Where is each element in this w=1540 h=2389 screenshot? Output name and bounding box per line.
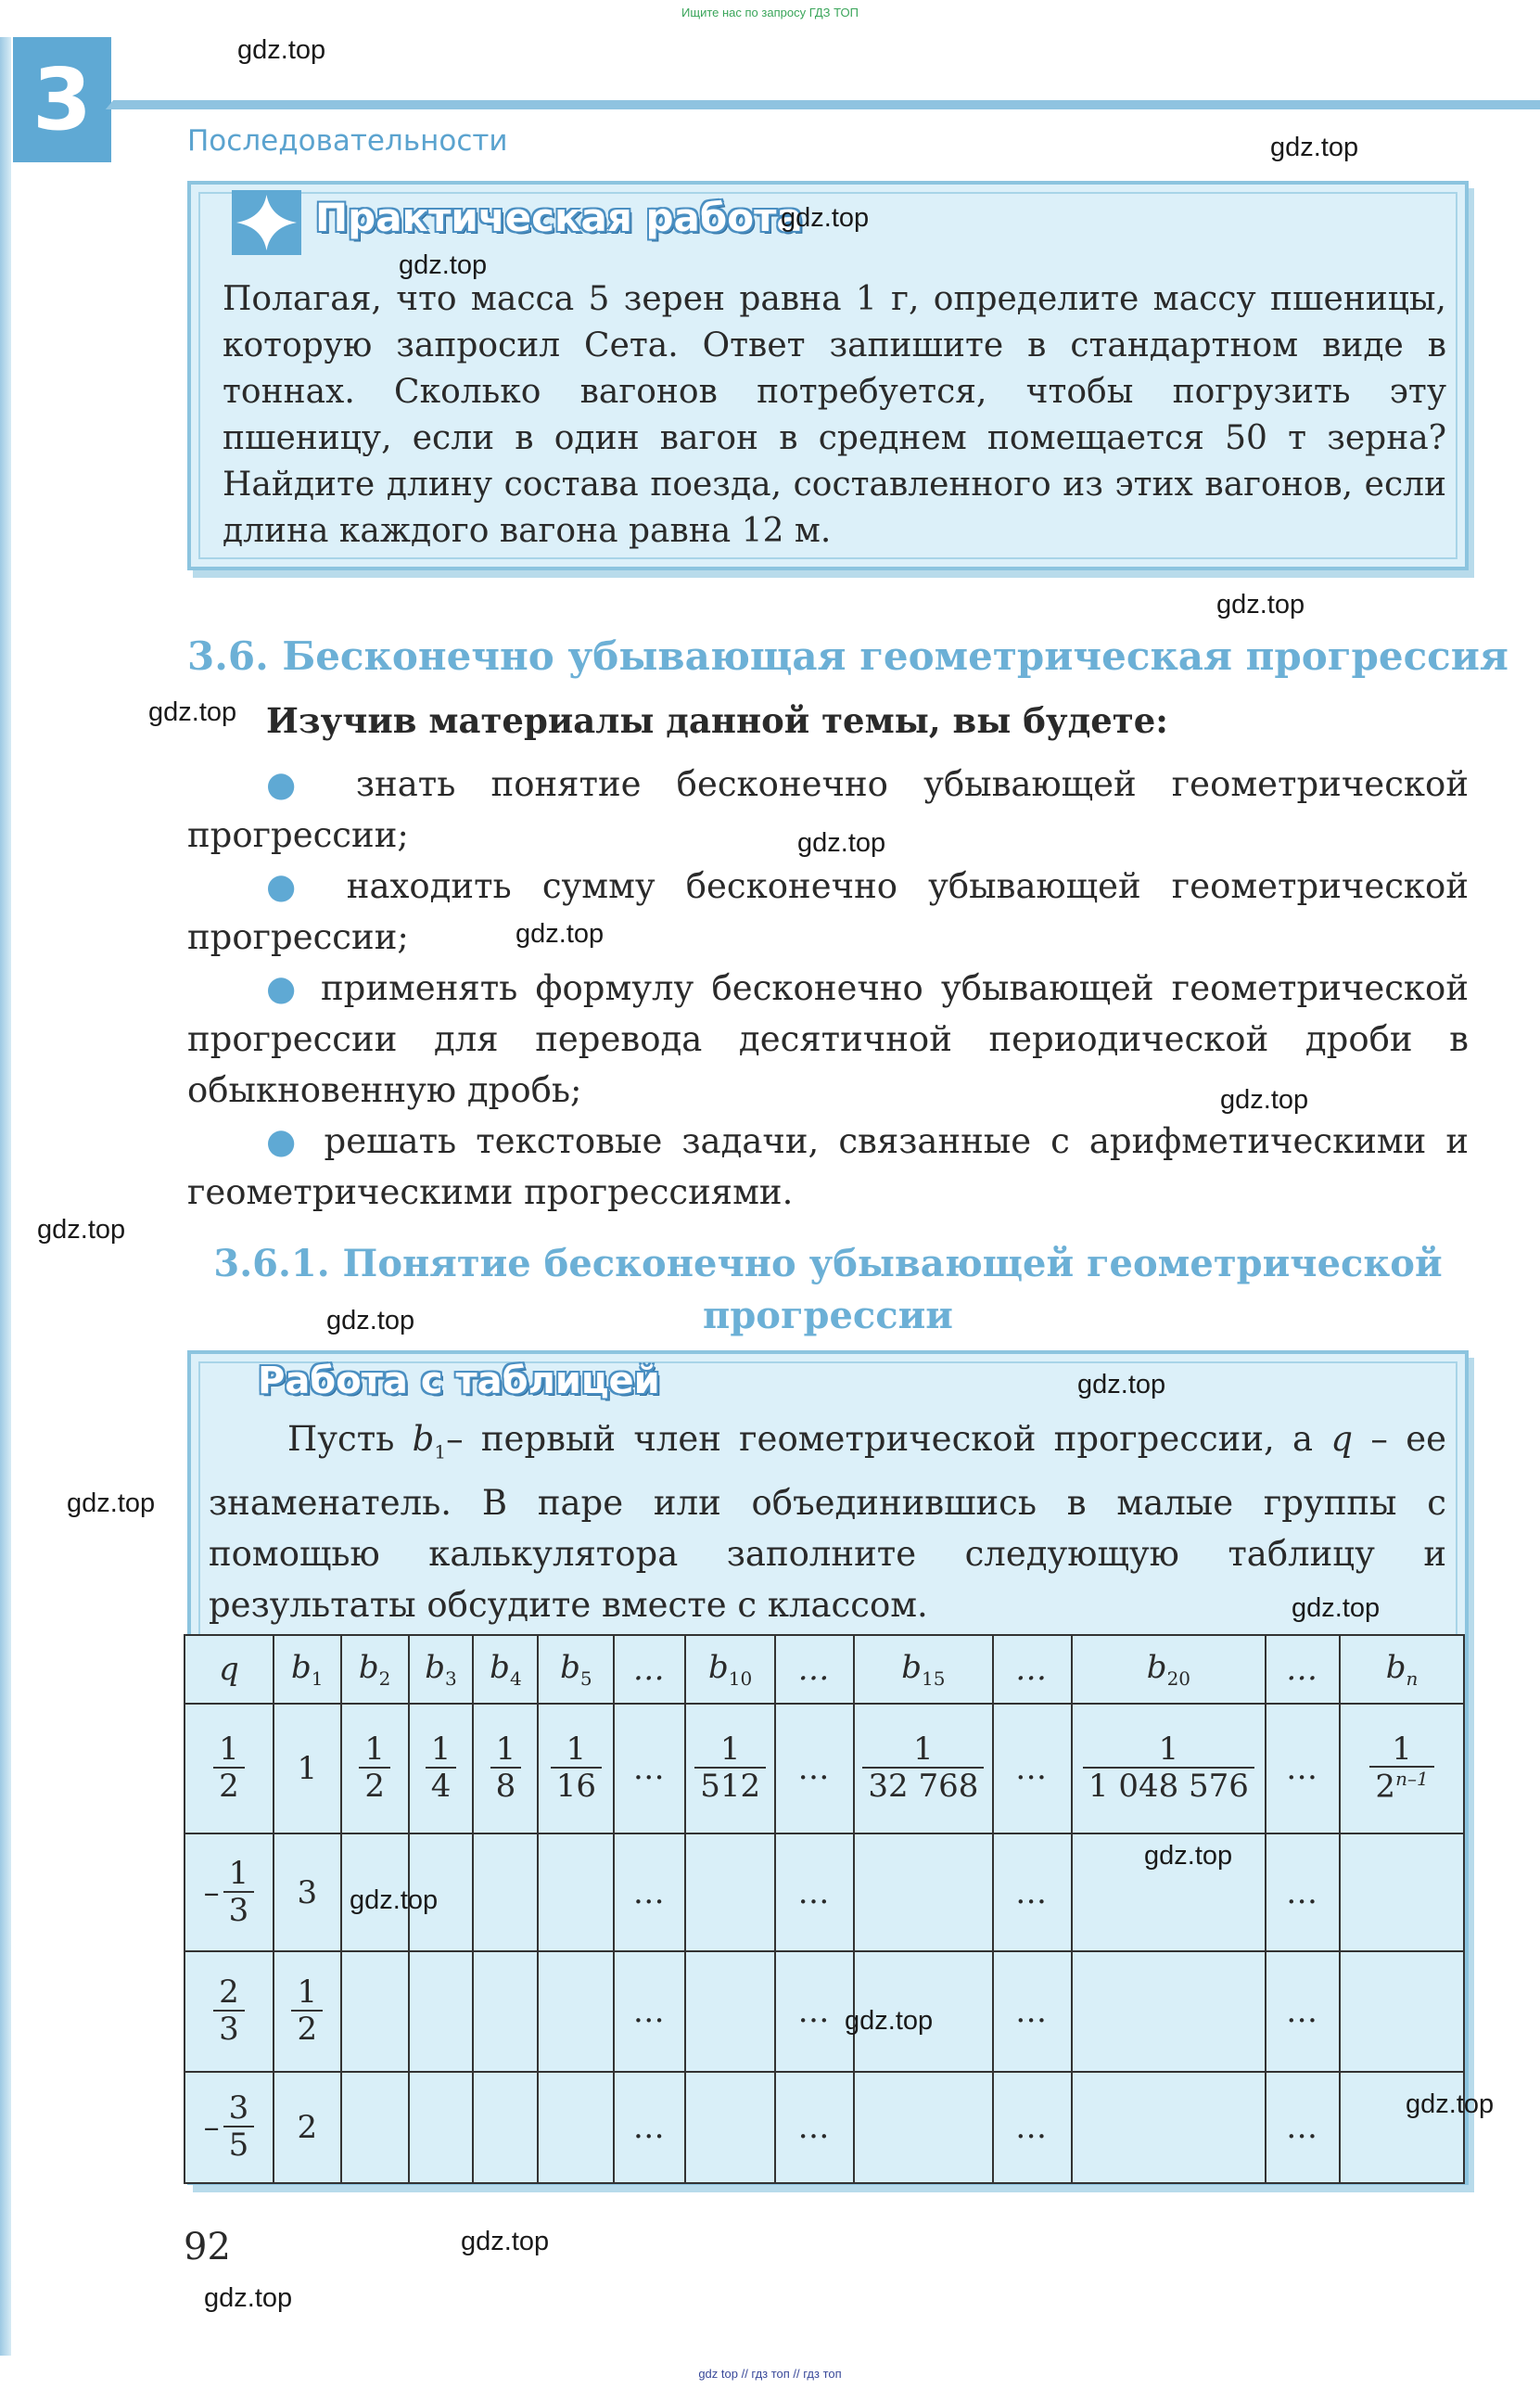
cell-empty[interactable] [1340, 1833, 1464, 1951]
section-title: 3.6. Бесконечно убывающая геометрическая прогрессия [187, 633, 1508, 679]
header-b2: $b_2$ [341, 1635, 409, 1704]
cell-dots: … [1266, 1704, 1340, 1833]
watermark: gdz.top [67, 1488, 156, 1518]
watermark: gdz.top [1220, 1085, 1309, 1115]
header-dots: … [614, 1635, 685, 1704]
cell-dots: … [614, 1704, 685, 1833]
header-q: q [185, 1635, 274, 1704]
cell-empty[interactable] [685, 1833, 775, 1951]
cell-empty[interactable] [409, 1951, 474, 2072]
table-row [185, 1951, 1464, 2072]
cell-b1: $\frac{1}{2}$ [274, 1951, 341, 2072]
watermark: gdz.top [781, 203, 870, 233]
top-notice: Ищите нас по запросу ГДЗ ТОП [681, 6, 859, 19]
cell-b4: $\frac{1}{8}$ [473, 1704, 538, 1833]
practical-work-text: Полагая, что масса 5 зерен равна 1 г, определите массу пшеницы, которую запросил Сета. Ответ запишите в стандартном виде в тоннах. Сколько вагонов потребуется, чтобы погрузить эту пшеницу, если в один вагон в среднем помещается 50 т зерна? Найдите длину состава поезда, составленного из этих вагонов, если длина каждого вагона равна 12 м. [223, 280, 1446, 550]
cell-b1: 1 [274, 1704, 341, 1833]
header-dots: … [993, 1635, 1072, 1704]
table-row [185, 2072, 1464, 2183]
star-icon [232, 190, 301, 255]
watermark: gdz.top [148, 697, 237, 727]
cell-dots: … [775, 1951, 854, 2072]
header-b15: $b_{15}$ [854, 1635, 993, 1704]
bottom-notice: gdz top // гдз топ // гдз топ [698, 2367, 842, 2381]
table-row [185, 1635, 1464, 1704]
watermark: gdz.top [1270, 133, 1359, 162]
cell-empty[interactable] [341, 2072, 409, 2183]
list-item: ● решать текстовые задачи, связанные с арифметическими и геометрическими прогрессиями. [187, 1121, 1469, 1212]
cell-empty[interactable] [1072, 1951, 1266, 2072]
cell-empty[interactable] [1340, 1951, 1464, 2072]
header-b1: $b_1$ [274, 1635, 341, 1704]
chapter-line [139, 100, 1540, 109]
watermark: gdz.top [1077, 1370, 1166, 1399]
watermark: gdz.top [204, 2283, 293, 2313]
header-b4: $b_4$ [473, 1635, 538, 1704]
bullet-icon: ● [266, 866, 316, 906]
cell-b2: $\frac{1}{2}$ [341, 1704, 409, 1833]
cell-bn: $\frac{1}{2^{n-1}}$ [1340, 1704, 1464, 1833]
cell-empty[interactable] [854, 2072, 993, 2183]
cell-b15: $\frac{1}{32 768}$ [854, 1704, 993, 1833]
cell-empty[interactable] [1072, 2072, 1266, 2183]
cell-q: – $\frac{3}{5}$ [185, 2072, 274, 2183]
cell-empty[interactable] [685, 2072, 775, 2183]
list-item: ● находить сумму бесконечно убывающей геометрической прогрессии; [187, 866, 1469, 957]
left-margin-bar [0, 37, 11, 2356]
watermark: gdz.top [1144, 1841, 1233, 1871]
bullet-icon: ● [266, 1121, 305, 1161]
cell-b10: $\frac{1}{512}$ [685, 1704, 775, 1833]
watermark: gdz.top [237, 35, 326, 65]
watermark: gdz.top [515, 919, 605, 949]
header-bn: $b_n$ [1340, 1635, 1464, 1704]
cell-empty[interactable] [473, 1951, 538, 2072]
cell-empty[interactable] [854, 1833, 993, 1951]
cell-dots: … [993, 1951, 1072, 2072]
cell-dots: … [775, 2072, 854, 2183]
cell-dots: … [1266, 1951, 1340, 2072]
watermark: gdz.top [461, 2227, 550, 2256]
header-dots: … [775, 1635, 854, 1704]
watermark: gdz.top [797, 828, 886, 858]
cell-dots: … [614, 1951, 685, 2072]
watermark: gdz.top [350, 1885, 439, 1915]
cell-b1: 2 [274, 2072, 341, 2183]
cell-dots: … [614, 1833, 685, 1951]
list-item: ● применять формулу бесконечно убывающей геометрической прогрессии для перевода десятичной периодической дроби в обыкновенную дробь; [187, 968, 1469, 1110]
cell-empty[interactable] [538, 2072, 614, 2183]
header-b20: $b_{20}$ [1072, 1635, 1266, 1704]
cell-dots: … [1266, 1833, 1340, 1951]
cell-empty[interactable] [1340, 2072, 1464, 2183]
table-work-text: Пусть $b_1-$ первый член геометрической прогрессии, а q – ее знаменатель. В паре или объединившись в малые группы с помощью калькулятора заполните следующую таблицу и результаты обсудите вместе с классом. [209, 1419, 1446, 1626]
cell-dots: … [993, 1833, 1072, 1951]
watermark: gdz.top [1406, 2089, 1495, 2119]
cell-q: – $\frac{1}{3}$ [185, 1833, 274, 1951]
cell-b3: $\frac{1}{4}$ [409, 1704, 474, 1833]
bullet-icon: ● [266, 968, 303, 1008]
watermark: gdz.top [399, 250, 488, 280]
cell-b1: 3 [274, 1833, 341, 1951]
page-number: 92 [184, 2226, 231, 2268]
cell-q: $\frac{1}{2}$ [185, 1704, 274, 1833]
cell-dots: … [993, 1704, 1072, 1833]
watermark: gdz.top [1292, 1593, 1381, 1623]
watermark: gdz.top [326, 1306, 415, 1335]
list-item: ● знать понятие бесконечно убывающей геометрической прогрессии; [187, 764, 1469, 855]
cell-empty[interactable] [473, 2072, 538, 2183]
cell-b5: $\frac{1}{16}$ [538, 1704, 614, 1833]
practical-work-title: Практическая работа [315, 195, 803, 240]
chapter-title: Последовательности [187, 124, 508, 158]
watermark: gdz.top [37, 1215, 126, 1245]
cell-dots: … [993, 2072, 1072, 2183]
table-work-title: Работа с таблицей [258, 1360, 660, 1402]
cell-dots: … [775, 1833, 854, 1951]
cell-dots: … [775, 1704, 854, 1833]
section-intro: Изучив материалы данной темы, вы будете: [266, 700, 1168, 741]
table-row [185, 1704, 1464, 1833]
header-b5: $b_5$ [538, 1635, 614, 1704]
header-dots: … [1266, 1635, 1340, 1704]
cell-empty[interactable] [473, 1833, 538, 1951]
cell-empty[interactable] [538, 1833, 614, 1951]
subsection-title: 3.6.1. Понятие бесконечно убывающей геометрической прогрессии [213, 1242, 1443, 1337]
chapter-number: 3 [32, 50, 92, 149]
header-b10: $b_{10}$ [685, 1635, 775, 1704]
cell-dots: … [1266, 2072, 1340, 2183]
cell-q: $\frac{2}{3}$ [185, 1951, 274, 2072]
cell-dots: … [614, 2072, 685, 2183]
header-b3: $b_3$ [409, 1635, 474, 1704]
cell-empty[interactable] [685, 1951, 775, 2072]
cell-empty[interactable] [538, 1951, 614, 2072]
cell-b20: $\frac{1}{1 048 576}$ [1072, 1704, 1266, 1833]
cell-empty[interactable] [341, 1951, 409, 2072]
watermark: gdz.top [845, 2006, 934, 2036]
bullet-icon: ● [266, 764, 321, 804]
watermark: gdz.top [1216, 590, 1305, 620]
cell-empty[interactable] [409, 2072, 474, 2183]
